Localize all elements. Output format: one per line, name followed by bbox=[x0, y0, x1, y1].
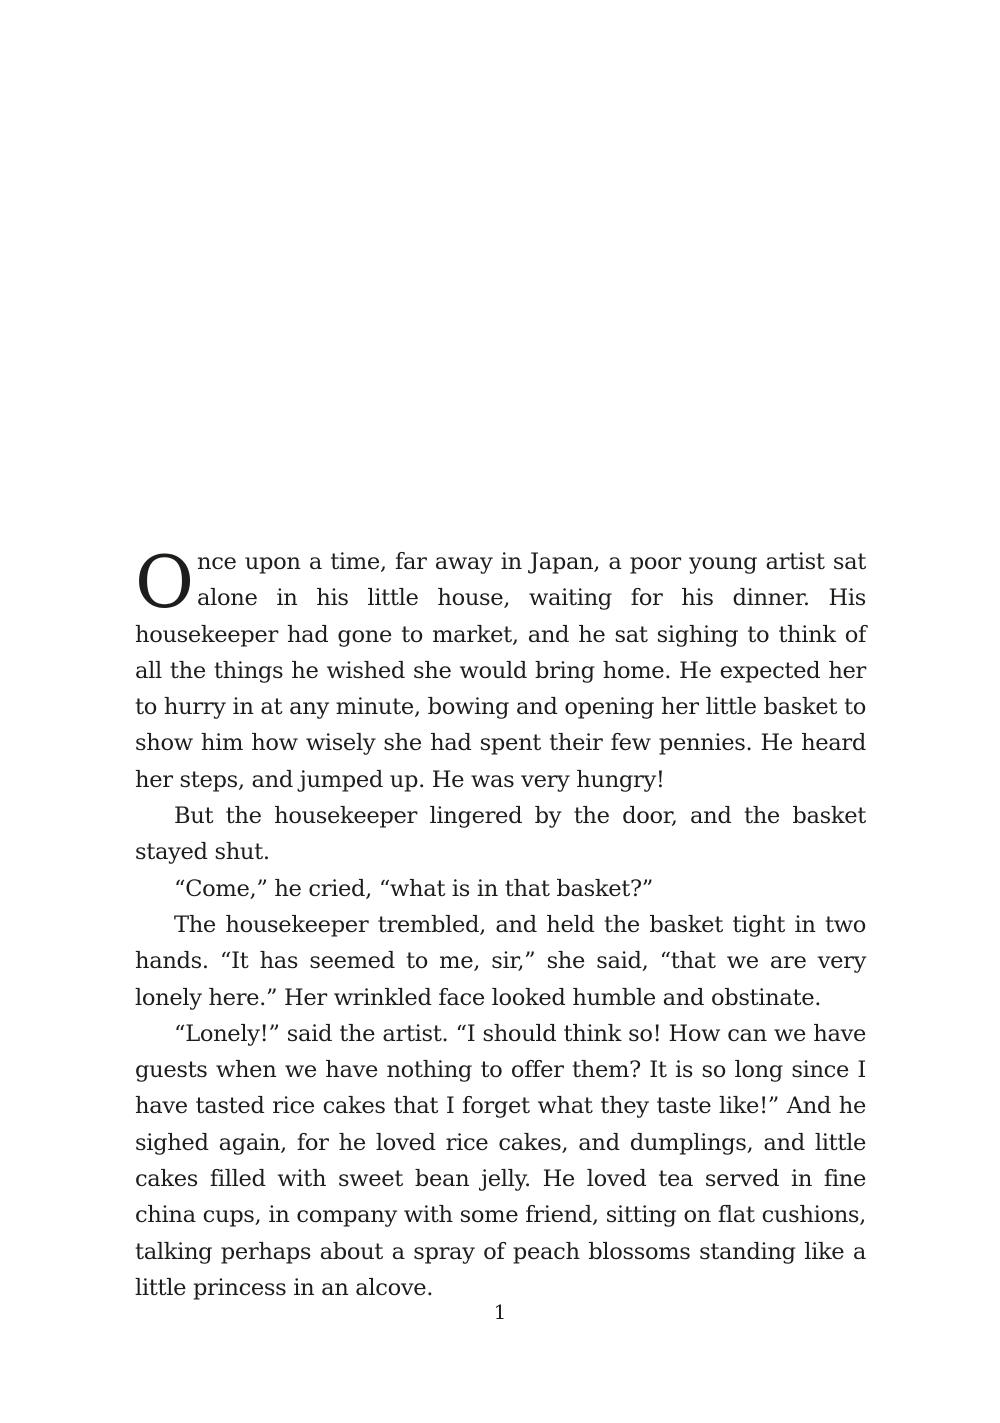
story-text bbox=[135, 540, 866, 1306]
paragraph-1 bbox=[135, 540, 866, 798]
paragraph-1-text: nce upon a time, far away in Japan, a poor young artist sat alone in his little house, waiting for his dinner. His housekeeper had gone to market, and he sat sighing to think of all the things he wished she would bring home. He expected her to hurry in at any minute, bowing and opening her little basket to show him how wisely she had spent their few pennies. He heard her steps, and jumped up. He was very hungry! bbox=[135, 549, 866, 793]
paragraph-5: “Lonely!” said the artist. “I should think so! How can we have guests when we have nothing to offer them? It is so long since I have tasted rice cakes that I forget what they taste like!” And he sighed again, for he loved rice cakes, and dumplings, and little cakes filled with sweet bean jelly. He loved tea served in fine china cups, in company with some friend, sitting on flat cushions, talking perhaps about a spray of peach blossoms standing like a little princess in an alcove. bbox=[135, 1020, 866, 1301]
paragraph-4: The housekeeper trembled, and held the basket tight in two hands. “It has seemed to me, sir,” she said, “that we are very lonely here.” Her wrinkled face looked humble and obstinate. bbox=[135, 911, 866, 1011]
paragraph-3: “Come,” he cried, “what is in that basket?” bbox=[174, 875, 653, 902]
drop-cap: O bbox=[135, 540, 195, 624]
paragraph-2: But the housekeeper lingered by the door, and the basket stayed shut. bbox=[135, 803, 866, 866]
page-number: 1 bbox=[493, 1300, 507, 1324]
